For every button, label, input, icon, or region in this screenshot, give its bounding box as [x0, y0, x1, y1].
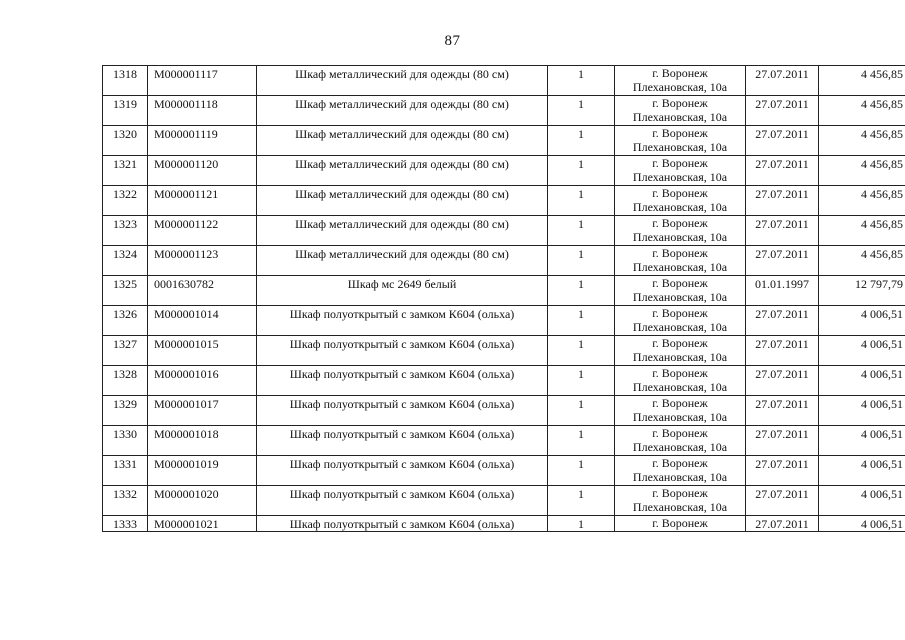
item-cost-cell [819, 186, 905, 216]
table-row [103, 246, 905, 276]
item-location-cell [615, 426, 746, 456]
item-cost: 4 006,51 [861, 457, 903, 471]
acquisition-date-cell [746, 426, 819, 456]
item-cost: 4 006,51 [861, 517, 903, 531]
inventory-code-cell [148, 486, 257, 516]
item-cost-cell [819, 66, 905, 96]
location-city: г. Воронеж [652, 456, 708, 470]
row-number: 1318 [113, 67, 137, 81]
table-row [103, 276, 905, 306]
acquisition-date: 27.07.2011 [755, 517, 809, 531]
item-quantity: 1 [578, 397, 584, 411]
row-number: 1320 [113, 127, 137, 141]
row-number-cell [103, 396, 148, 426]
acquisition-date: 27.07.2011 [755, 217, 809, 231]
acquisition-date-cell [746, 66, 819, 96]
row-number: 1330 [113, 427, 137, 441]
location-street: Плехановская, 10а [632, 380, 728, 394]
table-row [103, 396, 905, 426]
item-quantity: 1 [578, 487, 584, 501]
inventory-code-cell [148, 156, 257, 186]
item-quantity-cell [548, 486, 615, 516]
table-row [103, 366, 905, 396]
item-cost: 4 456,85 [861, 187, 903, 201]
inventory-table [102, 65, 905, 532]
row-number-cell [103, 516, 148, 532]
acquisition-date: 27.07.2011 [755, 367, 809, 381]
table-row [103, 456, 905, 486]
inventory-code: М000001014 [154, 307, 219, 321]
location-city: г. Воронеж [652, 486, 708, 500]
acquisition-date: 27.07.2011 [755, 187, 809, 201]
item-quantity: 1 [578, 427, 584, 441]
item-cost-cell [819, 156, 905, 186]
inventory-code: М000001120 [154, 157, 219, 171]
item-location-cell [615, 186, 746, 216]
acquisition-date-cell [746, 186, 819, 216]
item-cost-cell [819, 426, 905, 456]
row-number: 1328 [113, 367, 137, 381]
acquisition-date-cell [746, 246, 819, 276]
location-street: Плехановская, 10а [632, 140, 728, 154]
item-name: Шкаф металлический для одежды (80 см) [295, 67, 509, 81]
item-cost-cell [819, 276, 905, 306]
inventory-code: М000001118 [154, 97, 218, 111]
item-cost: 4 456,85 [861, 217, 903, 231]
item-location-cell [615, 516, 746, 532]
item-quantity-cell [548, 156, 615, 186]
row-number-cell [103, 426, 148, 456]
item-name-cell [257, 486, 548, 516]
inventory-code: М000001018 [154, 427, 219, 441]
inventory-code: М000001119 [154, 127, 218, 141]
inventory-code: М000001021 [154, 517, 219, 531]
acquisition-date: 27.07.2011 [755, 427, 809, 441]
table-row [103, 486, 905, 516]
item-cost: 4 006,51 [861, 307, 903, 321]
acquisition-date: 27.07.2011 [755, 397, 809, 411]
item-location-cell [615, 306, 746, 336]
item-cost-cell [819, 456, 905, 486]
location-city: г. Воронеж [652, 96, 708, 110]
item-cost-cell [819, 216, 905, 246]
item-quantity-cell [548, 126, 615, 156]
inventory-code-cell [148, 306, 257, 336]
item-name: Шкаф металлический для одежды (80 см) [295, 127, 509, 141]
item-quantity-cell [548, 276, 615, 306]
table-row [103, 186, 905, 216]
inventory-code: М000001016 [154, 367, 219, 381]
item-location-cell [615, 366, 746, 396]
row-number: 1327 [113, 337, 137, 351]
inventory-code: М000001017 [154, 397, 219, 411]
inventory-code-cell [148, 336, 257, 366]
row-number: 1331 [113, 457, 137, 471]
acquisition-date: 27.07.2011 [755, 67, 809, 81]
item-name: Шкаф металлический для одежды (80 см) [295, 247, 509, 261]
table-row [103, 96, 905, 126]
item-quantity: 1 [578, 517, 584, 531]
item-name-cell [257, 456, 548, 486]
item-quantity: 1 [578, 127, 584, 141]
item-cost-cell [819, 366, 905, 396]
item-quantity: 1 [578, 157, 584, 171]
item-quantity-cell [548, 96, 615, 126]
item-location-cell [615, 96, 746, 126]
item-quantity-cell [548, 426, 615, 456]
acquisition-date: 27.07.2011 [755, 247, 809, 261]
row-number-cell [103, 336, 148, 366]
row-number-cell [103, 156, 148, 186]
item-quantity-cell [548, 366, 615, 396]
table-row [103, 126, 905, 156]
item-quantity-cell [548, 336, 615, 366]
item-quantity-cell [548, 456, 615, 486]
table-row [103, 66, 905, 96]
row-number-cell [103, 186, 148, 216]
row-number-cell [103, 126, 148, 156]
item-quantity: 1 [578, 217, 584, 231]
item-quantity-cell [548, 186, 615, 216]
item-quantity-cell [548, 246, 615, 276]
item-cost: 4 006,51 [861, 367, 903, 381]
table-row [103, 306, 905, 336]
item-quantity: 1 [578, 307, 584, 321]
item-name-cell [257, 246, 548, 276]
item-location-cell [615, 66, 746, 96]
item-name-cell [257, 96, 548, 126]
row-number: 1326 [113, 307, 137, 321]
item-cost-cell [819, 96, 905, 126]
item-location-cell [615, 246, 746, 276]
inventory-code-cell [148, 66, 257, 96]
acquisition-date-cell [746, 96, 819, 126]
acquisition-date-cell [746, 336, 819, 366]
inventory-code: М000001122 [154, 217, 219, 231]
item-cost-cell [819, 126, 905, 156]
inventory-code: М000001121 [154, 187, 219, 201]
item-cost: 4 456,85 [861, 157, 903, 171]
inventory-code-cell [148, 516, 257, 532]
item-name: Шкаф полуоткрытый с замком К604 (ольха) [289, 427, 515, 441]
item-name: Шкаф металлический для одежды (80 см) [295, 187, 509, 201]
item-location-cell [615, 276, 746, 306]
row-number: 1325 [113, 277, 137, 291]
row-number-cell [103, 456, 148, 486]
item-quantity: 1 [578, 67, 584, 81]
location-street: Плехановская, 10а [632, 440, 728, 454]
item-name-cell [257, 216, 548, 246]
inventory-code-cell [148, 186, 257, 216]
item-cost-cell [819, 336, 905, 366]
table-row [103, 156, 905, 186]
item-cost: 4 456,85 [861, 127, 903, 141]
inventory-code-cell [148, 96, 257, 126]
item-cost-cell [819, 516, 905, 532]
acquisition-date-cell [746, 486, 819, 516]
item-name-cell [257, 366, 548, 396]
item-cost: 4 006,51 [861, 397, 903, 411]
item-quantity: 1 [578, 337, 584, 351]
inventory-code-cell [148, 126, 257, 156]
item-name-cell [257, 306, 548, 336]
acquisition-date: 27.07.2011 [755, 157, 809, 171]
row-number: 1329 [113, 397, 137, 411]
location-street: Плехановская, 10а [632, 110, 728, 124]
table-row [103, 216, 905, 246]
row-number: 1323 [113, 217, 137, 231]
location-city: г. Воронеж [652, 186, 708, 200]
location-street: Плехановская, 10а [632, 320, 728, 334]
item-name-cell [257, 126, 548, 156]
row-number: 1333 [113, 517, 137, 531]
item-quantity: 1 [578, 457, 584, 471]
item-name-cell [257, 276, 548, 306]
item-quantity-cell [548, 516, 615, 532]
location-street: Плехановская, 10а [632, 470, 728, 484]
item-location-cell [615, 126, 746, 156]
item-quantity: 1 [578, 367, 584, 381]
inventory-code-cell [148, 396, 257, 426]
row-number-cell [103, 366, 148, 396]
location-street: Плехановская, 10а [632, 410, 728, 424]
inventory-code: М000001019 [154, 457, 219, 471]
location-street: Плехановская, 10а [632, 200, 728, 214]
location-city: г. Воронеж [652, 126, 708, 140]
item-cost: 4 456,85 [861, 67, 903, 81]
item-cost-cell [819, 246, 905, 276]
item-name: Шкаф металлический для одежды (80 см) [295, 217, 509, 231]
item-cost: 4 006,51 [861, 427, 903, 441]
item-quantity: 1 [578, 277, 584, 291]
item-cost: 4 006,51 [861, 337, 903, 351]
acquisition-date: 27.07.2011 [755, 307, 809, 321]
row-number: 1321 [113, 157, 137, 171]
item-location-cell [615, 216, 746, 246]
item-quantity-cell [548, 306, 615, 336]
item-location-cell [615, 456, 746, 486]
location-city: г. Воронеж [652, 516, 708, 530]
row-number: 1322 [113, 187, 137, 201]
item-cost-cell [819, 486, 905, 516]
location-street: Плехановская, 10а [632, 170, 728, 184]
item-name: Шкаф полуоткрытый с замком К604 (ольха) [289, 517, 515, 531]
item-cost: 4 456,85 [861, 247, 903, 261]
location-city: г. Воронеж [652, 216, 708, 230]
acquisition-date-cell [746, 306, 819, 336]
item-quantity: 1 [578, 97, 584, 111]
item-location-cell [615, 486, 746, 516]
location-street: Плехановская, 10а [632, 260, 728, 274]
acquisition-date-cell [746, 456, 819, 486]
row-number-cell [103, 486, 148, 516]
item-cost: 4 006,51 [861, 487, 903, 501]
item-name-cell [257, 426, 548, 456]
item-name: Шкаф полуоткрытый с замком К604 (ольха) [289, 307, 515, 321]
acquisition-date: 27.07.2011 [755, 487, 809, 501]
item-name-cell [257, 156, 548, 186]
inventory-code: М000001015 [154, 337, 219, 351]
item-name-cell [257, 66, 548, 96]
item-quantity: 1 [578, 247, 584, 261]
item-name: Шкаф полуоткрытый с замком К604 (ольха) [289, 337, 515, 351]
location-city: г. Воронеж [652, 276, 708, 290]
location-city: г. Воронеж [652, 156, 708, 170]
item-name: Шкаф полуоткрытый с замком К604 (ольха) [289, 457, 515, 471]
row-number: 1324 [113, 247, 137, 261]
location-city: г. Воронеж [652, 306, 708, 320]
table-row [103, 426, 905, 456]
item-name-cell [257, 396, 548, 426]
item-name-cell [257, 516, 548, 532]
item-cost: 4 456,85 [861, 97, 903, 111]
item-location-cell [615, 396, 746, 426]
row-number-cell [103, 276, 148, 306]
row-number: 1332 [113, 487, 137, 501]
row-number: 1319 [113, 97, 137, 111]
acquisition-date-cell [746, 366, 819, 396]
inventory-code: 0001630782 [154, 277, 214, 291]
item-quantity-cell [548, 216, 615, 246]
item-quantity-cell [548, 66, 615, 96]
acquisition-date: 01.01.1997 [755, 277, 809, 291]
location-city: г. Воронеж [652, 426, 708, 440]
acquisition-date-cell [746, 216, 819, 246]
acquisition-date: 27.07.2011 [755, 97, 809, 111]
item-cost: 12 797,79 [855, 277, 903, 291]
inventory-code-cell [148, 216, 257, 246]
location-city: г. Воронеж [652, 396, 708, 410]
acquisition-date-cell [746, 516, 819, 532]
location-street: Плехановская, 10а [632, 350, 728, 364]
acquisition-date-cell [746, 396, 819, 426]
item-name: Шкаф металлический для одежды (80 см) [295, 157, 509, 171]
location-city: г. Воронеж [652, 246, 708, 260]
table-row [103, 336, 905, 366]
row-number-cell [103, 306, 148, 336]
location-street: Плехановская, 10а [632, 80, 728, 94]
acquisition-date-cell [746, 276, 819, 306]
inventory-code-cell [148, 366, 257, 396]
inventory-code-cell [148, 246, 257, 276]
location-city: г. Воронеж [652, 366, 708, 380]
item-name-cell [257, 186, 548, 216]
item-cost-cell [819, 396, 905, 426]
location-street: Плехановская, 10а [632, 230, 728, 244]
item-location-cell [615, 336, 746, 366]
acquisition-date: 27.07.2011 [755, 337, 809, 351]
item-location-cell [615, 156, 746, 186]
location-city: г. Воронеж [652, 66, 708, 80]
row-number-cell [103, 246, 148, 276]
inventory-code-cell [148, 456, 257, 486]
inventory-table-body [103, 66, 905, 532]
acquisition-date: 27.07.2011 [755, 457, 809, 471]
location-street: Плехановская, 10а [632, 500, 728, 514]
item-name: Шкаф полуоткрытый с замком К604 (ольха) [289, 397, 515, 411]
inventory-code: М000001020 [154, 487, 219, 501]
item-name: Шкаф полуоткрытый с замком К604 (ольха) [289, 487, 515, 501]
location-city: г. Воронеж [652, 336, 708, 350]
item-name: Шкаф мс 2649 белый [347, 277, 457, 291]
item-quantity-cell [548, 396, 615, 426]
item-name: Шкаф металлический для одежды (80 см) [295, 97, 509, 111]
row-number-cell [103, 96, 148, 126]
page-number: 87 [444, 33, 461, 49]
row-number-cell [103, 66, 148, 96]
inventory-code: М000001123 [154, 247, 219, 261]
table-row [103, 516, 905, 532]
location-street: Плехановская, 10а [632, 290, 728, 304]
inventory-code-cell [148, 426, 257, 456]
row-number-cell [103, 216, 148, 246]
item-cost-cell [819, 306, 905, 336]
inventory-code-cell [148, 276, 257, 306]
item-name: Шкаф полуоткрытый с замком К604 (ольха) [289, 367, 515, 381]
acquisition-date-cell [746, 156, 819, 186]
item-quantity: 1 [578, 187, 584, 201]
item-name-cell [257, 336, 548, 366]
inventory-code: М000001117 [154, 67, 218, 81]
acquisition-date-cell [746, 126, 819, 156]
acquisition-date: 27.07.2011 [755, 127, 809, 141]
